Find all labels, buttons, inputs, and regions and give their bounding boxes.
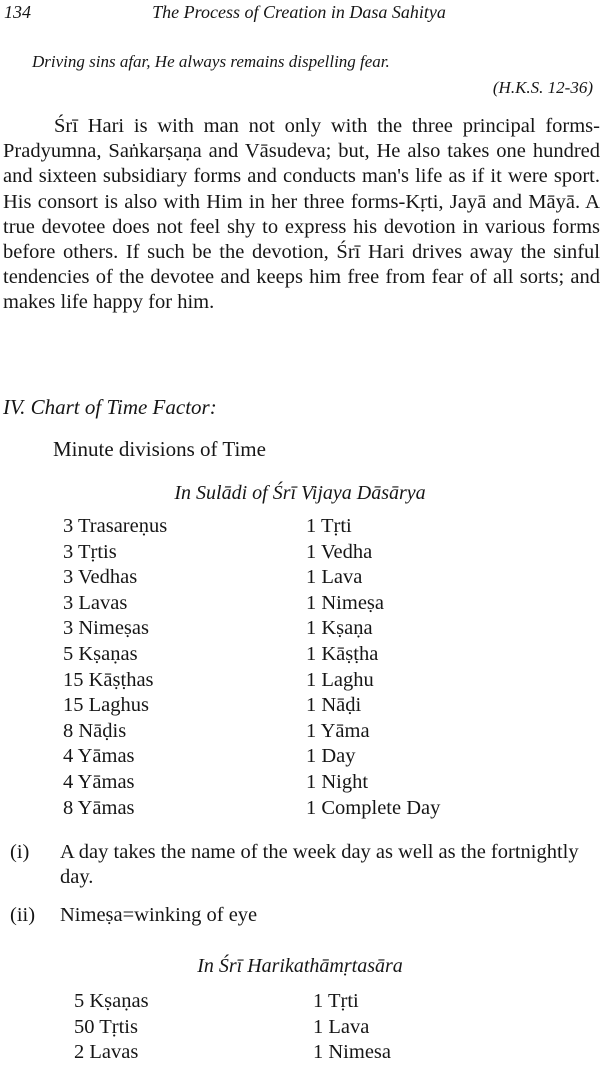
table-row xyxy=(63,694,362,720)
table-row xyxy=(63,591,384,618)
quantity-cell: 3 Lavas xyxy=(63,591,128,614)
page-header xyxy=(4,2,594,26)
quantity-cell: 3 Trasareṇus xyxy=(63,515,168,537)
quantity-cell: 4 Yāmas xyxy=(63,745,135,768)
equivalent-cell: 1 Kāṣṭha xyxy=(306,642,379,665)
quantity-cell: 3 Nimeṣas xyxy=(63,617,149,640)
equivalent-cell: 1 Lava xyxy=(306,566,363,589)
table-row xyxy=(63,796,441,823)
quantity-cell: 5 Kṣaṇas xyxy=(74,990,149,1012)
table-row xyxy=(63,642,379,669)
equivalent-cell: 1 Vedha xyxy=(306,540,373,563)
equivalent-cell: 1 Tṛti xyxy=(306,515,352,537)
equivalent-cell: 1 Lava xyxy=(313,1015,370,1038)
table-row xyxy=(74,990,359,1016)
equivalent-cell: 1 Nimesa xyxy=(313,1041,391,1064)
page-number: 134 xyxy=(4,2,31,22)
quantity-cell: 8 Yāmas xyxy=(63,796,135,819)
notes-list xyxy=(10,840,600,941)
note-marker: (ii) xyxy=(10,904,36,926)
table-row xyxy=(63,745,356,771)
note-text: A day takes the name of the week day as well as the fortnightly day. xyxy=(60,841,579,888)
table-row xyxy=(63,668,374,695)
equivalent-cell: 1 Kṣaṇa xyxy=(306,617,373,640)
table-row xyxy=(74,1015,370,1042)
quantity-cell: 2 Lavas xyxy=(74,1041,139,1064)
section-heading: IV. Chart of Time Factor: xyxy=(3,395,217,419)
time-table-suladi xyxy=(63,515,441,822)
table-row xyxy=(63,566,363,592)
table-caption-suladi: In Sulādi of Śrī Vijaya Dāsārya xyxy=(174,482,426,504)
quantity-cell: 15 Laghus xyxy=(63,694,149,717)
section-subheading: Minute divisions of Time xyxy=(53,437,266,461)
equivalent-cell: 1 Nāḍi xyxy=(306,694,362,717)
note-marker: (i) xyxy=(10,841,30,863)
table-row xyxy=(74,1041,391,1067)
equivalent-cell: 1 Day xyxy=(306,745,356,768)
quantity-cell: 4 Yāmas xyxy=(63,770,135,793)
equivalent-cell: 1 Night xyxy=(306,770,369,793)
equivalent-cell: 1 Laghu xyxy=(306,668,374,691)
table-row xyxy=(63,770,369,797)
quantity-cell: 3 Vedhas xyxy=(63,566,138,589)
time-table-harikathamrtasara xyxy=(74,990,391,1067)
quantity-cell: 8 Nāḍis xyxy=(63,719,127,742)
running-title: The Process of Creation in Dasa Sahitya xyxy=(152,2,446,22)
table-row xyxy=(63,540,373,567)
quantity-cell: 5 Kṣaṇas xyxy=(63,642,138,665)
verse-line: Driving sins afar, He always remains dispelling fear. xyxy=(32,52,390,71)
note-item xyxy=(10,903,600,928)
note-item xyxy=(10,840,600,890)
table-row xyxy=(63,719,370,746)
equivalent-cell: 1 Yāma xyxy=(306,719,370,742)
equivalent-cell: 1 Nimeṣa xyxy=(306,591,384,614)
quantity-cell: 50 Tṛtis xyxy=(74,1015,138,1038)
body-paragraph: Śrī Hari is with man not only with the three principal forms-Pradyumna, Saṅkarṣaṇa and Vāsudeva; but, He also takes one hundred and sixteen subsidiary forms and conducts man's life as if it were sport. His consort is also with Him in her three forms-Kṛti, Jayā and Māyā. A true devotee does not feel shy to express his devotion in various forms before others. If such be the devotion, Śrī Hari drives away the sinful tendencies of the devotee and keeps him free from fear of all sorts; and makes life happy for him. xyxy=(3,115,600,314)
equivalent-cell: 1 Complete Day xyxy=(306,796,441,819)
quantity-cell: 15 Kāṣṭhas xyxy=(63,668,154,691)
table-caption-harikathamrtasara: In Śrī Harikathāmṛtasāra xyxy=(197,955,403,977)
note-text: Nimeṣa=winking of eye xyxy=(60,904,258,926)
table-row xyxy=(63,515,352,541)
quantity-cell: 3 Tṛtis xyxy=(63,540,117,563)
verse-citation: (H.K.S. 12-36) xyxy=(492,78,593,97)
equivalent-cell: 1 Tṛti xyxy=(313,990,359,1012)
table-row xyxy=(63,617,373,643)
